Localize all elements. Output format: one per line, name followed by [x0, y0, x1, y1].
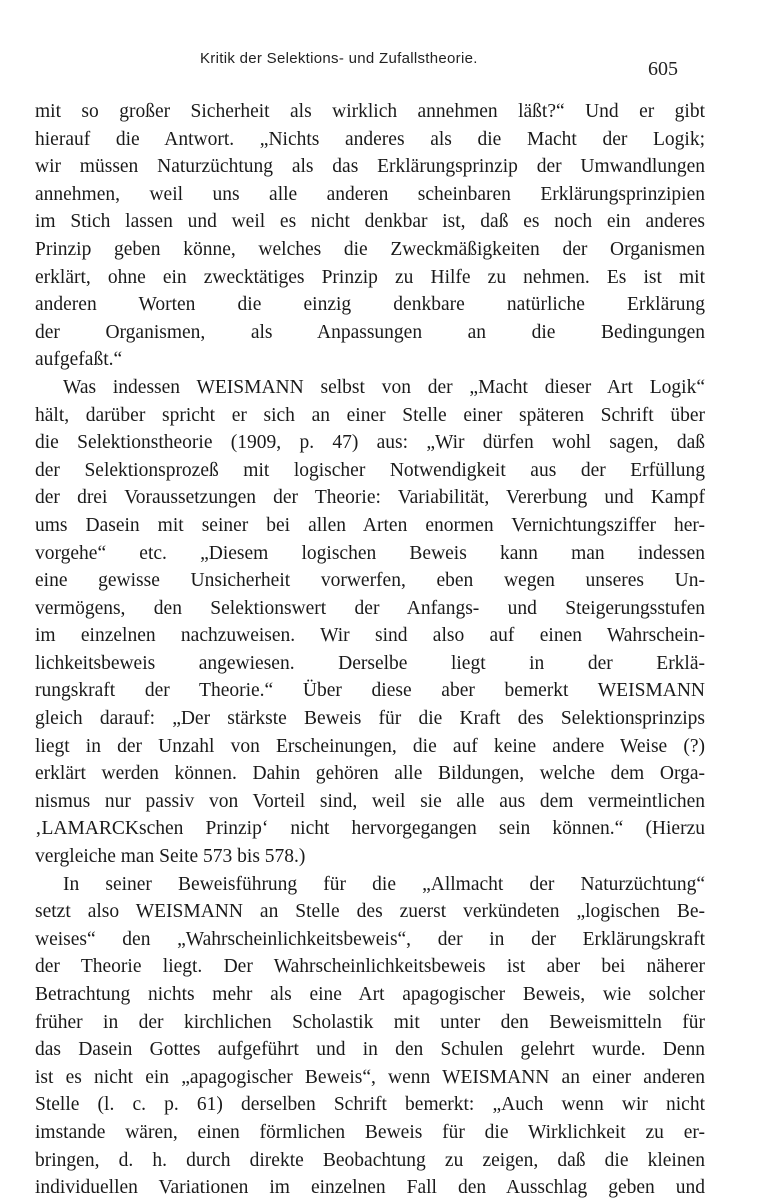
text-line: In seiner Beweisführung für die „Allmacht der Naturzüchtung“ [63, 873, 705, 895]
text-line: ums Dasein mit seiner bei allen Arten enormen Vernichtungsziffer her- [35, 514, 705, 536]
text-line: mit so großer Sicherheit als wirklich annehmen läßt?“ Und er gibt [35, 101, 705, 122]
text-line: erklärt werden können. Dahin gehören alle Bildungen, welche dem Orga- [35, 763, 705, 785]
text-line: vergleiche man Seite 573 bis 578.) [35, 846, 306, 868]
text-line: Betrachtung nichts mehr als eine Art apagogischer Beweis, wie solcher [35, 984, 705, 1005]
text-line: erklärt, ohne ein zwecktätiges Prinzip zu Hilfe zu nehmen. Es ist mit [35, 266, 705, 288]
running-title: Kritik der Selektions- und Zufallstheorie. [200, 50, 478, 67]
text-line: weises“ den „Wahrscheinlichkeitsbeweis“, der in der Erklärungskraft [35, 928, 705, 950]
text-line: setzt also WEISMANN an Stelle des zuerst verkündeten „logischen Be- [35, 901, 705, 923]
text-line: der Organismen, als Anpassungen an die Bedingungen [35, 321, 705, 343]
text-line: vermögens, den Selektionswert der Anfangs- und Steigerungsstufen [35, 597, 705, 619]
text-line: individuellen Variationen im einzelnen Fall den Ausschlag geben und [35, 1177, 705, 1199]
text-line: bringen, d. h. durch direkte Beobachtung zu zeigen, daß die kleinen [35, 1149, 705, 1171]
text-line: der Theorie liegt. Der Wahrscheinlichkeitsbeweis ist aber bei näherer [35, 956, 705, 978]
text-line: wir müssen Naturzüchtung als das Erklärungsprinzip der Umwandlungen [35, 156, 705, 178]
text-line: nismus nur passiv von Vorteil sind, weil sie alle aus dem vermeintlichen [35, 790, 705, 812]
text-line: Prinzip geben könne, welches die Zweckmäßigkeiten der Organismen [35, 238, 705, 260]
text-line: eine gewisse Unsicherheit vorwerfen, eben wegen unseres Un- [35, 570, 705, 592]
text-line: lichkeitsbeweis angewiesen. Derselbe liegt in der Erklä- [35, 652, 705, 674]
text-line: annehmen, weil uns alle anderen scheinbaren Erklärungsprinzipien [35, 183, 705, 205]
text-line: das Dasein Gottes aufgeführt und in den Schulen gelehrt wurde. Denn [35, 1039, 705, 1061]
text-line: gleich darauf: „Der stärkste Beweis für die Kraft des Selektionsprinzips [35, 708, 705, 730]
text-line: hält, darüber spricht er sich an einer Stelle einer späteren Schrift über [35, 404, 705, 426]
text-line: im Stich lassen und weil es nicht denkbar ist, daß es noch ein anderes [35, 211, 705, 233]
text-line: liegt in der Unzahl von Erscheinungen, die auf keine andere Weise (?) [35, 735, 705, 757]
text-line: im einzelnen nachzuweisen. Wir sind also auf einen Wahrschein- [35, 625, 705, 647]
text-line: anderen Worten die einzig denkbare natürliche Erklärung [35, 294, 705, 316]
text-line: ‚LAMARCKschen Prinzip‘ nicht hervorgegangen sein können.“ (Hierzu [35, 818, 705, 840]
text-line: imstande wären, einen förmlichen Beweis für die Wirklichkeit zu er- [35, 1121, 705, 1143]
text-line: die Selektionstheorie (1909, p. 47) aus: „Wir dürfen wohl sagen, daß [35, 432, 705, 454]
body-text [35, 98, 705, 1202]
text-line: früher in der kirchlichen Scholastik mit unter den Beweismitteln für [35, 1011, 705, 1033]
text-line: der Selektionsprozeß mit logischer Notwendigkeit aus der Erfüllung [35, 459, 705, 481]
text-line: aufgefaßt.“ [35, 349, 123, 371]
text-line: hierauf die Antwort. „Nichts anderes als die Macht der Logik; [35, 128, 705, 150]
text-line: Was indessen WEISMANN selbst von der „Macht dieser Art Logik“ [63, 376, 705, 398]
text-line: rungskraft der Theorie.“ Über diese aber bemerkt WEISMANN [35, 680, 705, 702]
text-line: vorgehe“ etc. „Diesem logischen Beweis kann man indessen [35, 542, 705, 564]
text-line: Stelle (l. c. p. 61) derselben Schrift bemerkt: „Auch wenn wir nicht [35, 1094, 705, 1116]
text-line: der drei Voraussetzungen der Theorie: Variabilität, Vererbung und Kampf [35, 487, 705, 509]
text-line: ist es nicht ein „apagogischer Beweis“, wenn WEISMANN an einer anderen [35, 1066, 705, 1088]
page-number: 605 [648, 58, 678, 80]
